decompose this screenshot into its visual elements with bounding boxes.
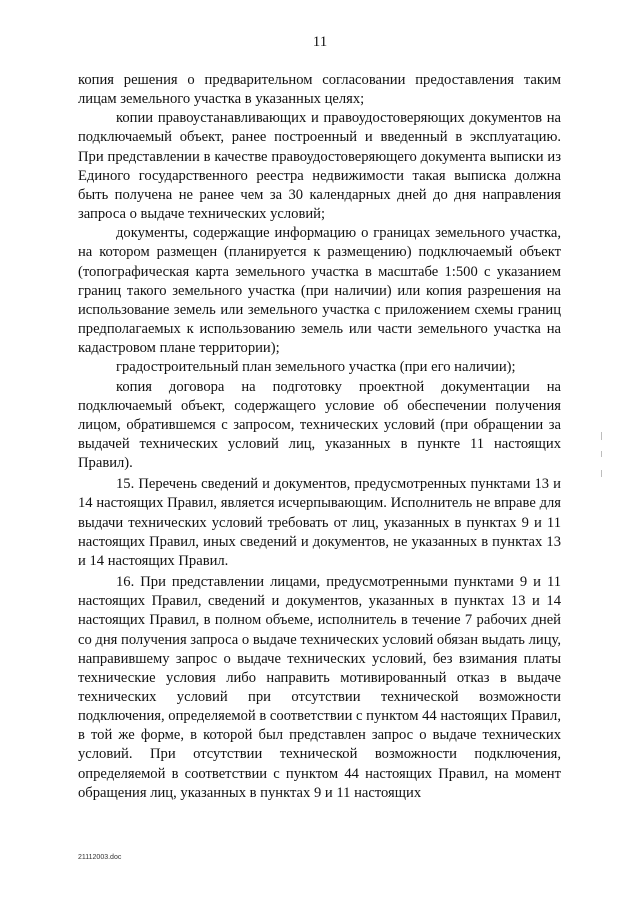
paragraph-item-16: 16. При представлении лицами, предусмотренными пунктами 9 и 11 настоящих Правил, сведений и документов, указанных в пунктах 13 и 14 настоящих Правил, в полном объеме, исполнитель в течение 7 рабочих дней со дня получения запроса о выдаче технических условий обязан выдать лицу, направившему запрос о выдаче технических условий, без взимания платы технические условия либо направить мотивированный отказ в выдаче технических условий при отсутствии технической возможности подключения, определяемой в соответствии с пунктом 44 настоящих Правил, в той же форме, в которой был представлен запрос о выдаче технических условий. При отсутствии технической возможности подключения, определяемой в соответствии с пунктом 44 настоящих Правил, на момент обращения лиц, указанных в пунктах 9 и 11 настоящих	[78, 574, 561, 801]
paragraph-continuation: копия решения о предварительном согласовании предоставления таким лицам земельного участка в указанных целях;	[78, 72, 561, 108]
paragraph-item-15: 15. Перечень сведений и документов, предусмотренных пунктами 13 и 14 настоящих Правил, является исчерпывающим. Исполнитель не вправе для выдачи технических условий требовать от лиц, указанных в пунктах 9 и 11 настоящих Правил, иных сведений и документов, не указанных в пунктах 13 и 14 настоящих Правил.	[78, 476, 561, 569]
scan-margin-mark	[601, 451, 602, 457]
document-body	[78, 71, 561, 803]
scan-margin-mark	[601, 470, 602, 477]
paragraph-land-boundary-documents: документы, содержащие информацию о границах земельного участка, на котором размещен (планируется к размещению) подключаемый объект (топографическая карта земельного участка в масштабе 1:500 с указанием границ такого земельного участка (при наличии) или копия разрешения на использование земель или земельного участка с приложением схемы границ предполагаемых к использованию земель или части земельного участка на кадастровом плане территории);	[78, 225, 561, 357]
scan-margin-mark	[601, 432, 602, 440]
paragraph-urban-plan: градостроительный план земельного участка (при его наличии);	[116, 359, 516, 376]
footer-filename: 21112003.doc	[78, 854, 122, 861]
paragraph-design-contract: копия договора на подготовку проектной документации на подключаемый объект, содержащего условие об обеспечении получения лицом, обратившемся с запросом, технических условий (при обращении за выдачей технических условий лиц, указанных в пункте 11 настоящих Правил).	[78, 378, 561, 472]
paragraph-title-documents: копии правоустанавливающих и правоудостоверяющих документов на подключаемый объект, ранее построенный и введенный в эксплуатацию. При представлении в качестве правоудостоверяющего документа выписки из Единого государственного реестра недвижимости такая выписка должна быть получена не ранее чем за 30 календарных дней до дня направления запроса о выдаче технических условий;	[78, 110, 561, 223]
page-number: 11	[312, 34, 328, 50]
